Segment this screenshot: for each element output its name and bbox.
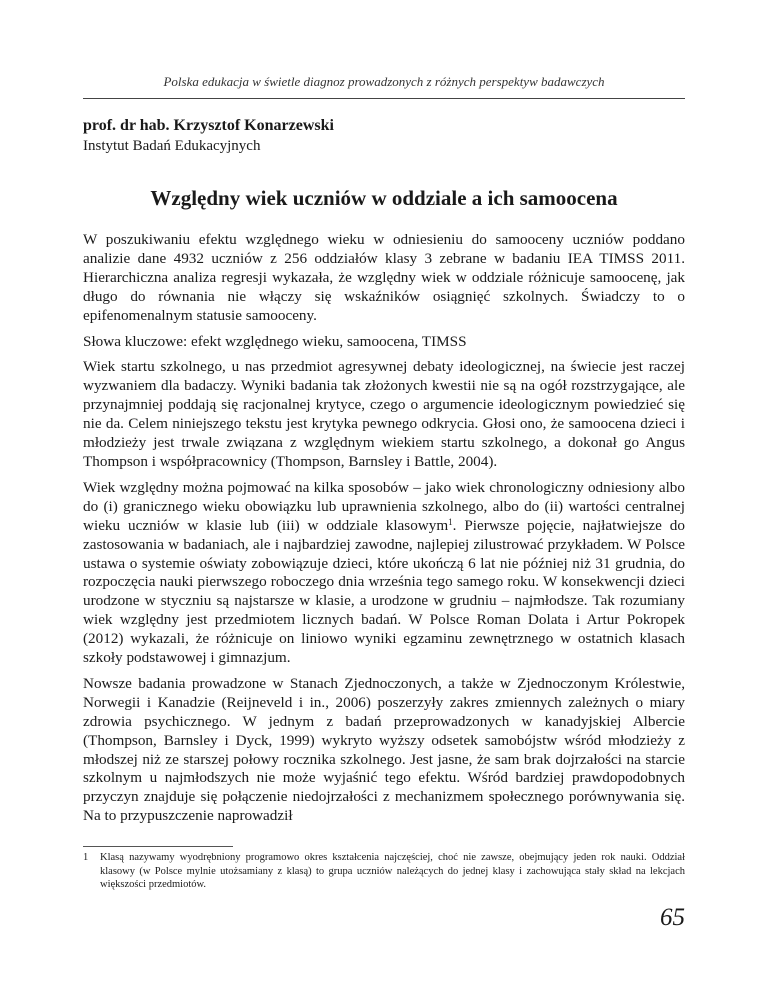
body-paragraph-1: Wiek startu szkolnego, u nas przedmiot agresywnej debaty ideologicznej, na świecie jest raczej wyzwaniem dla badaczy. Wyniki badania tak złożonych kwestii nie są na ogół rozstrzygające, ale przynajmniej poddają się racjonalnej krytyce, czego o argumencie ideologicznym powiedzieć się nie da. Celem niniejszego tekstu jest krytyka pewnego odkrycia. Głosi ono, że samoocena dzieci i młodzieży jest trwale związana z względnym wiekiem startu szkolnego, a dokonał go Angus Thompson i współpracownicy (Thompson, Barnsley i Battle, 2004).: [83, 358, 685, 470]
footnote-marker: 1: [83, 852, 89, 863]
footnote: [83, 851, 685, 892]
body-paragraph-2: [83, 479, 685, 668]
header-rule: [83, 98, 685, 99]
paragraph-2-text-a: Wiek względny można pojmować na kilka sposobów – jako wiek chronologiczny odniesiony albo do (i) granicznego wieku obowiązku lub uprawnienia szkolnego, albo do (ii) wartości centralnej wieku uczniów w klasie lub (iii) w oddziale klasowym: [83, 478, 685, 534]
paragraph-2-text-b: . Pierwsze pojęcie, najłatwiejsze do zastosowania w badaniach, ale i najbardziej zawodne, najlepiej zilustrować przykładem. W Polsce ustawa o systemie oświaty zobowiązuje dzieci, które ukończą 6 lat nie później niż 31 grudnia, do rozpoczęcia nauki pierwszego roboczego dnia września tego samego roku. W konsekwencji dzieci urodzone w styczniu są najstarsze w klasie, a urodzone w grudniu – najmłodsze. Tak rozumiany wiek względny jest przedmiotem licznych badań. W Polsce Roman Dolata i Artur Pokropek (2012) wykazali, że różnicuje on liniowo wyniki egzaminu zewnętrznego w ostatnich klasach szkoły podstawowej i gimnazjum.: [83, 516, 685, 667]
running-header: Polska edukacja w świetle diagnoz prowadzonych z różnych perspektyw badawczych: [163, 74, 605, 89]
footnote-reference: 1: [448, 516, 453, 527]
footnote-text: Klasą nazywamy wyodrębniony programowo okres kształcenia najczęściej, choć nie zawsze, obejmujący jeden rok nauki. Oddział klasowy (w Polsce mylnie utożsamiany z klasą) to grupa uczniów należących do jednej klasy i zachowująca stały skład na lekcjach większości przedmiotów.: [100, 852, 685, 890]
body-paragraph-3: Nowsze badania prowadzone w Stanach Zjednoczonych, a także w Zjednoczonym Królestwie, Norwegii i Kanadzie (Reijneveld i in., 2006) poszerzyły zakres zmiennych zależnych o miary zdrowia psychicznego. W jednym z badań przeprowadzonych w kanadyjskiej Albercie (Thompson, Barnsley i Dyck, 1999) wykryto wyższy odsetek samobójstw wśród młodzieży z młodszej niż ze starszej połowy rocznika szkolnego. Jest jasne, że sam brak dojrzałości na starcie szkolnym u najmłodszych nie może wyjaśnić tego efektu. Wśród bardziej prawdopodobnych przyczyn znajduje się połączenie niedojrzałości z mechanizmem społecznego porównywania się. Na to przypuszczenie naprowadził: [83, 674, 685, 825]
author-name: prof. dr hab. Krzysztof Konarzewski: [83, 117, 334, 134]
abstract-paragraph: W poszukiwaniu efektu względnego wieku w odniesieniu do samooceny uczniów poddano analizie dane 4932 uczniów z 256 oddziałów klasy 3 zebrane w badaniu IEA TIMSS 2011. Hierarchiczna analiza regresji wykazała, że względny wiek w oddziale różnicuje samoocenę, jak długo do równania nie włączy się wskaźników osiągnięć szkolnych. Świadczy to o epifenomenalnym statusie samooceny.: [83, 231, 685, 324]
footnote-rule: [83, 846, 233, 847]
article-title: Względny wiek uczniów w oddziale a ich samoocena: [150, 186, 618, 210]
page-number: 65: [660, 904, 685, 931]
author-block: [83, 116, 685, 156]
author-affiliation: Instytut Badań Edukacyjnych: [83, 138, 261, 154]
article-body: [83, 231, 685, 833]
keywords: Słowa kluczowe: efekt względnego wieku, samoocena, TIMSS: [83, 332, 467, 350]
